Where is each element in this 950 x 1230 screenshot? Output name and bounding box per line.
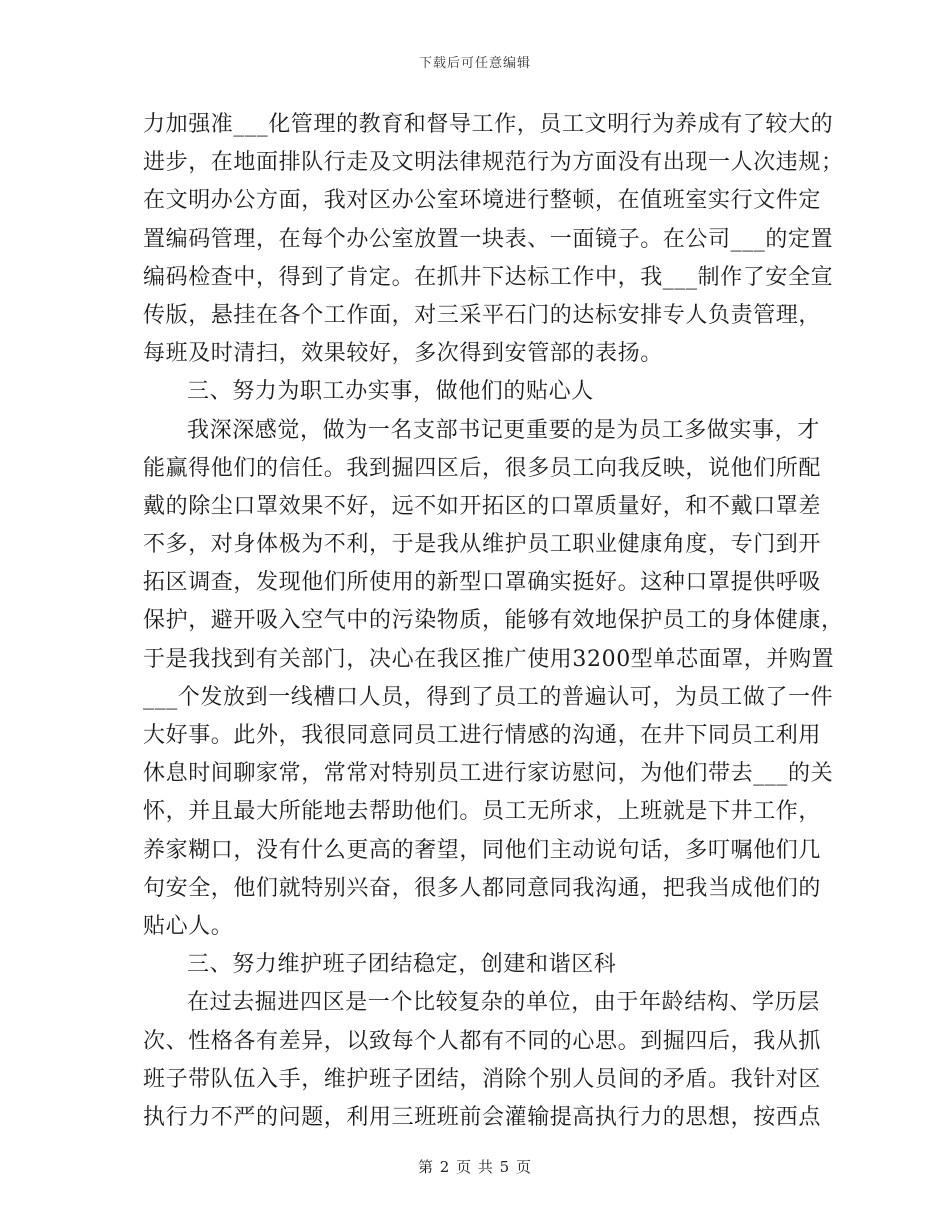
text-line: 执行力不严的问题，利用三班班前会灌输提高执行力的思想，按西点 (143, 1104, 822, 1130)
document-body (143, 106, 844, 1137)
text-line: 于是我找到有关部门，决心在我区推广使用3200型单芯面罩，并购置 (143, 646, 835, 672)
text-line: 我深深感觉，做为一名支部书记更重要的是为员工多做实事，才 (187, 417, 820, 443)
text-line: 休息时间聊家常，常常对特别员工进行家访慰问，为他们带去___的关 (143, 761, 834, 787)
text-line: 置编码管理，在每个办公室放置一块表、一面镜子。在公司___的定置 (143, 226, 834, 252)
text-line: 保护，避开吸入空气中的污染物质，能够有效地保护员工的身体健康， (143, 608, 844, 634)
text-line: 进步，在地面排队行走及文明法律规范行为方面没有出现一人次违规； (143, 150, 844, 176)
text-line: 戴的除尘口罩效果不好，远不如开拓区的口罩质量好，和不戴口罩差 (143, 493, 822, 519)
text-line: 每班及时清扫，效果较好，多次得到安管部的表扬。 (143, 341, 663, 367)
page-number: 第 2 页 共 5 页 (418, 1158, 532, 1176)
text-line: 拓区调查，发现他们所使用的新型口罩确实挺好。这种口罩提供呼吸 (143, 570, 822, 596)
text-line: 大好事。此外，我很同意同员工进行情感的沟通，在井下同员工利用 (143, 723, 822, 748)
text-line: 力加强准___化管理的教育和督导工作，员工文明行为养成有了较大的 (143, 112, 834, 137)
text-line: 怀，并且最大所能地去帮助他们。员工无所求，上班就是下井工作， (143, 799, 822, 825)
text-line: 贴心人。 (143, 913, 234, 939)
page-header: 下载后可任意编辑 (418, 56, 531, 71)
section-heading: 三、努力维护班子团结稳定，创建和谐区科 (187, 952, 617, 978)
text-line: 班子带队伍入手，维护班子团结，消除个别人员间的矛盾。我针对区 (143, 1066, 822, 1092)
text-line: 编码检查中，得到了肯定。在抓井下达标工作中，我___制作了安全宣 (143, 264, 834, 290)
text-line: ___个发放到一线槽口人员，得到了员工的普遍认可，为员工做了一件 (143, 684, 834, 710)
text-line: 传版，悬挂在各个工作面，对三采平石门的达标安排专人负责管理， (143, 302, 822, 328)
text-line: 养家糊口，没有什么更高的奢望，同他们主动说句话，多叮嘱他们几 (143, 837, 822, 863)
section-heading: 三、努力为职工办实事，做他们的贴心人 (187, 379, 594, 405)
text-line: 能赢得他们的信任。我到掘四区后，很多员工向我反映，说他们所配 (143, 455, 822, 481)
text-line: 次、性格各有差异，以致每个人都有不同的心思。到掘四后，我从抓 (143, 1028, 822, 1054)
text-line: 在文明办公方面，我对区办公室环境进行整顿，在值班室实行文件定 (143, 188, 822, 214)
text-line: 不多，对身体极为不利，于是我从维护员工职业健康角度，专门到开 (143, 532, 822, 558)
text-line: 句安全，他们就特别兴奋，很多人都同意同我沟通，把我当成他们的 (143, 875, 822, 901)
text-line: 在过去掘进四区是一个比较复杂的单位，由于年龄结构、学历层 (187, 990, 820, 1016)
